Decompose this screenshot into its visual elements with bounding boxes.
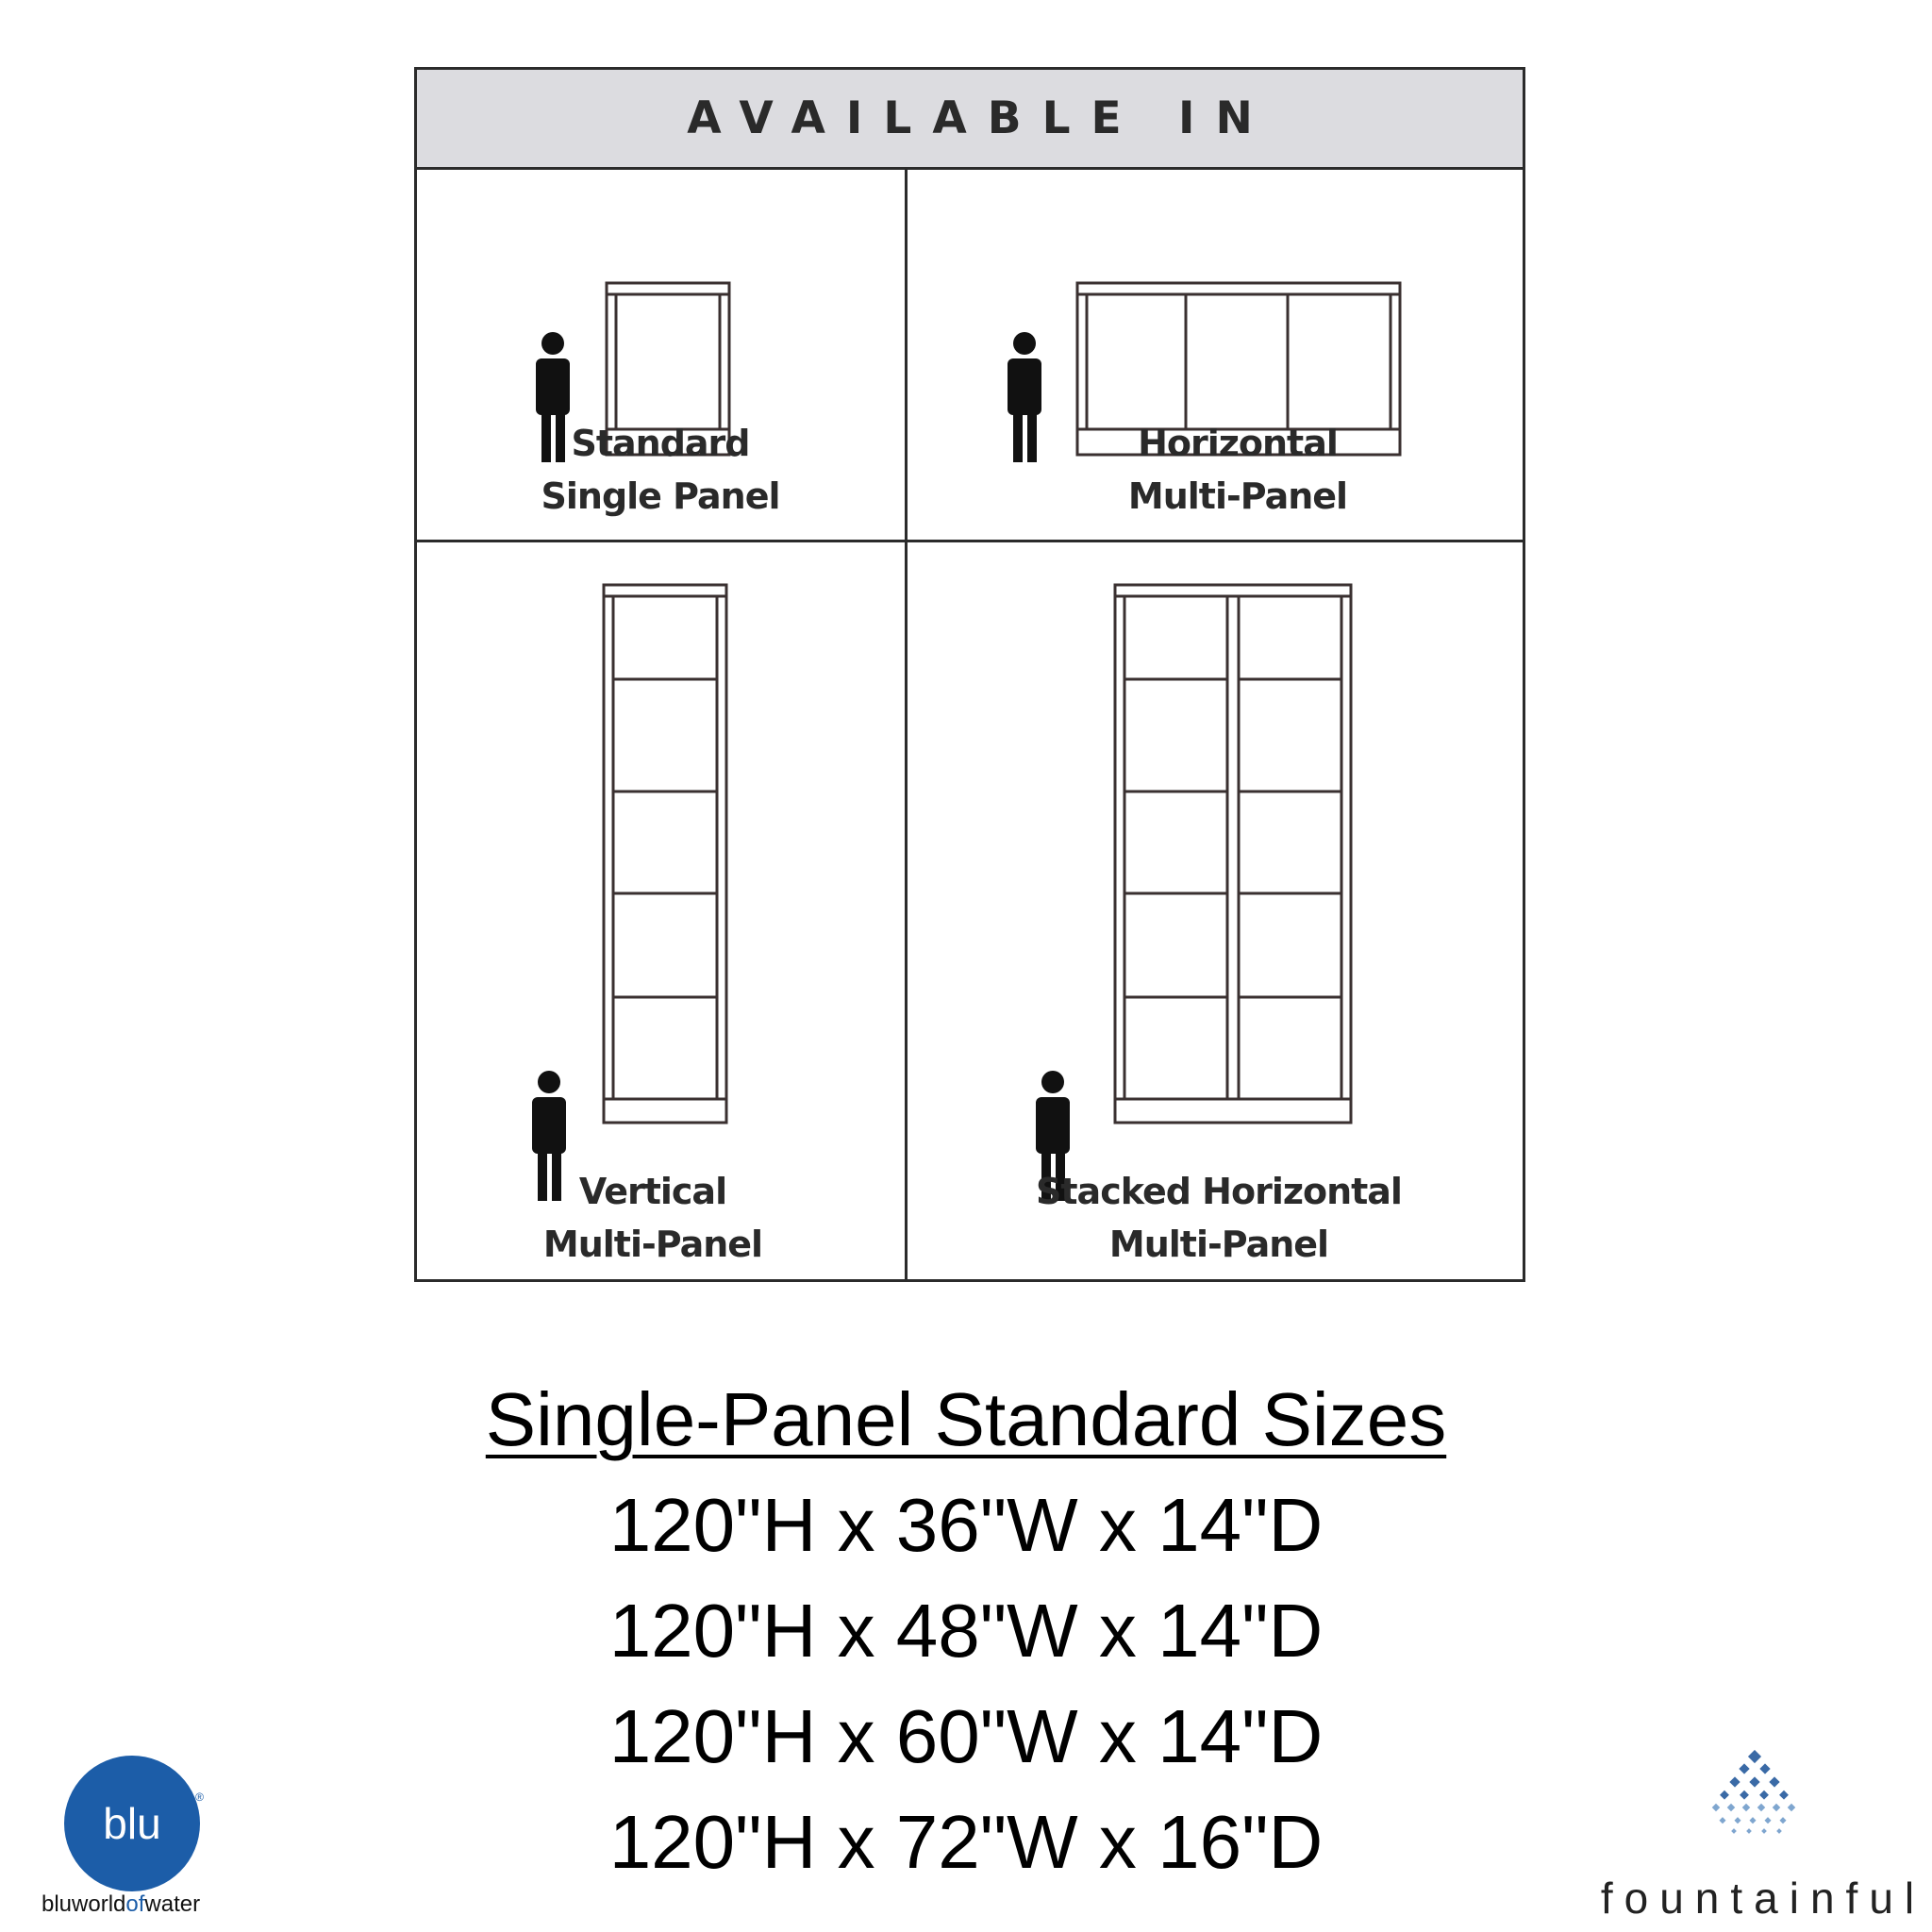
size-line: 120"H x 36"W x 14"D <box>608 1483 1324 1567</box>
wordmark-suffix: water <box>144 1891 201 1917</box>
registered-mark: ® <box>195 1790 204 1804</box>
option-stacked-horizontal-multi-panel <box>908 542 1525 1282</box>
size-line: 120"H x 48"W x 14"D <box>608 1589 1324 1673</box>
wordmark-prefix: bluworld <box>42 1891 126 1917</box>
option-label-line2: Multi-Panel <box>1127 475 1348 517</box>
option-label-line1: Horizontal <box>1138 423 1338 464</box>
size-line: 120"H x 60"W x 14"D <box>608 1694 1324 1778</box>
option-label-line2: Single Panel <box>541 475 780 517</box>
option-label <box>1030 1165 1407 1271</box>
available-in-header <box>417 70 1523 170</box>
option-standard-single-panel <box>417 170 905 540</box>
blu-mark-text: blu <box>103 1799 161 1848</box>
blu-wordmark <box>42 1891 249 1918</box>
option-label-line2: Multi-Panel <box>1108 1224 1329 1265</box>
option-label-line1: Vertical <box>578 1171 727 1212</box>
available-in-title: AVAILABLE IN <box>687 92 1274 144</box>
person-icon <box>1008 332 1041 462</box>
option-label-line1: Standard <box>571 423 750 464</box>
wordmark-of: of <box>125 1891 145 1917</box>
option-label <box>519 417 802 523</box>
blu-logo <box>62 1752 206 1895</box>
option-vertical-multi-panel <box>417 542 905 1282</box>
sizes-title: Single-Panel Standard Sizes <box>485 1377 1447 1461</box>
option-label-line1: Stacked Horizontal <box>1036 1171 1402 1212</box>
fountainful-logo-mark <box>1698 1750 1811 1863</box>
option-label-line2: Multi-Panel <box>542 1224 763 1265</box>
available-in-panel <box>414 67 1525 1282</box>
option-horizontal-multi-panel <box>908 170 1525 540</box>
fountainful-wordmark: fountainful <box>1600 1874 1926 1923</box>
display-case-icon <box>604 585 726 1123</box>
size-line: 120"H x 72"W x 16"D <box>608 1800 1324 1884</box>
option-label <box>511 1165 794 1271</box>
option-label <box>1058 417 1417 523</box>
